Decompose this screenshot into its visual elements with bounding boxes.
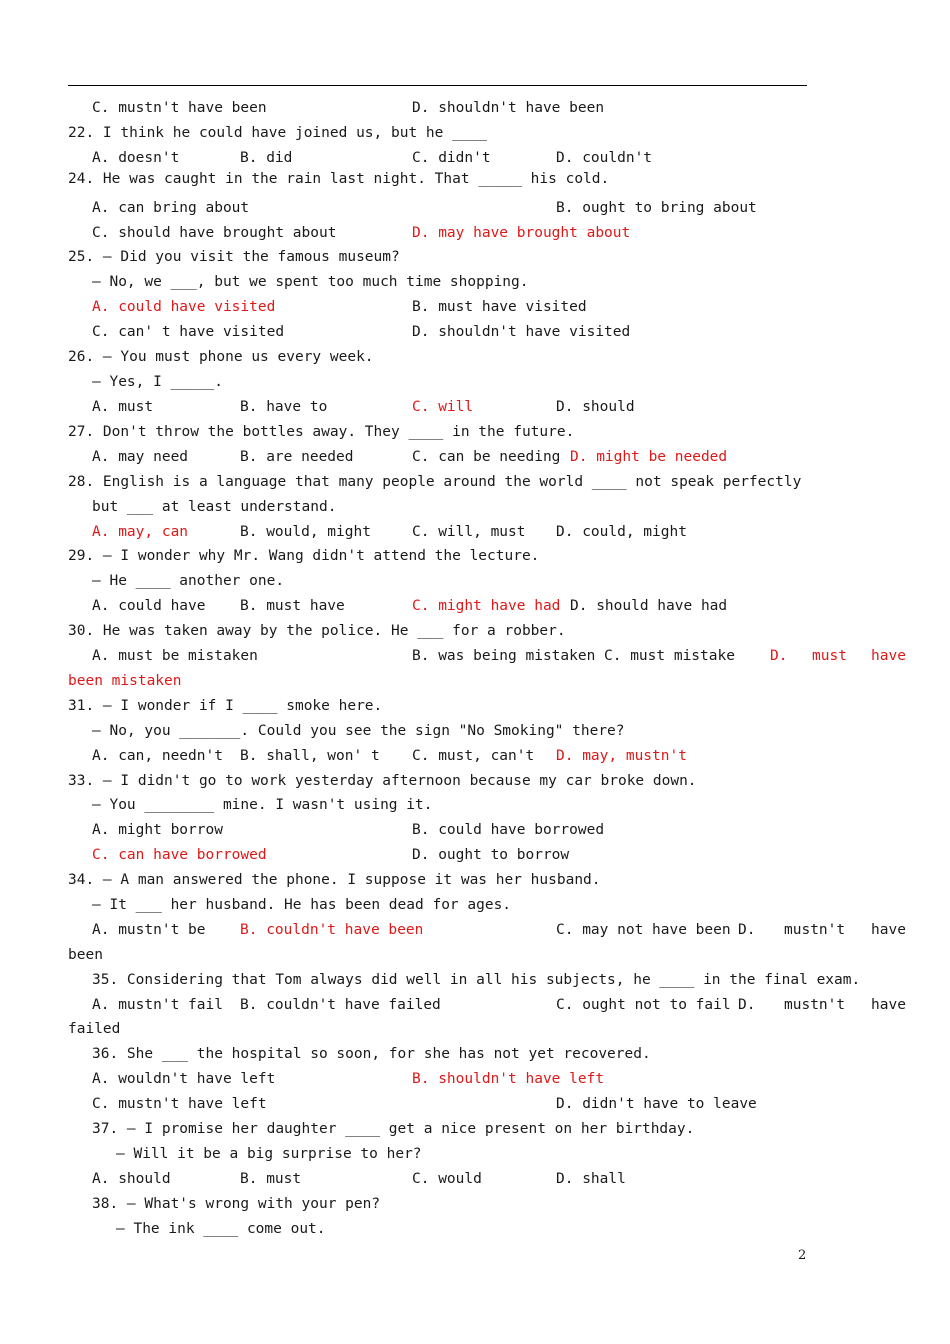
text-line (0, 1043, 950, 1065)
line-text: 22. I think he could have joined us, but he ____ (68, 125, 488, 141)
line-text: B. must have (240, 598, 345, 614)
text-line (0, 446, 950, 468)
line-text: — No, you _______. Could you see the sign "No Smoking" there? (92, 723, 625, 739)
text-line (0, 869, 950, 891)
line-text: been (68, 947, 103, 963)
line-text: C. can' t have visited (92, 324, 285, 340)
text-line (0, 246, 950, 268)
line-text: C. can be needing (412, 449, 561, 465)
line-text: 31. — I wonder if I ____ smoke here. (68, 698, 383, 714)
line-text: A. must (92, 399, 154, 415)
line-text: D. (738, 922, 756, 938)
page-number: 2 (798, 1248, 807, 1263)
line-text: — The ink ____ come out. (116, 1221, 326, 1237)
text-line (0, 745, 950, 767)
answer-text: C. will (412, 399, 474, 415)
text-line (0, 147, 950, 169)
text-line (0, 222, 950, 244)
text-line (0, 496, 950, 518)
text-line (0, 122, 950, 144)
line-text: 26. — You must phone us every week. (68, 349, 374, 365)
answer-text: D. may, mustn't (556, 748, 687, 764)
line-text: B. shall, won' t (240, 748, 380, 764)
text-line (0, 197, 950, 219)
line-text: — He ____ another one. (92, 573, 285, 589)
line-text: D. should have had (570, 598, 728, 614)
line-text: A. must be mistaken (92, 648, 258, 664)
text-line (0, 296, 950, 318)
answer-text: have (871, 648, 906, 664)
text-line (0, 1193, 950, 1215)
line-text: A. doesn't (92, 150, 180, 166)
text-line (0, 421, 950, 443)
answer-text: been mistaken (68, 673, 182, 689)
text-line (0, 321, 950, 343)
line-text: 25. — Did you visit the famous museum? (68, 249, 400, 265)
line-text: 24. He was caught in the rain last night. That _____ his cold. (68, 171, 610, 187)
line-text: have (871, 997, 906, 1013)
answer-text: D. might be needed (570, 449, 728, 465)
line-text: B. are needed (240, 449, 354, 465)
line-text: C. should have brought about (92, 225, 337, 241)
line-text: 30. He was taken away by the police. He ___ for a robber. (68, 623, 566, 639)
line-text: failed (68, 1021, 121, 1037)
text-line (0, 969, 950, 991)
line-text: A. should (92, 1171, 171, 1187)
line-text: A. could have (92, 598, 206, 614)
line-text: C. would (412, 1171, 482, 1187)
line-text: mustn't (784, 922, 846, 938)
answer-text: D. may have brought about (412, 225, 631, 241)
text-line (0, 620, 950, 642)
line-text: 27. Don't throw the bottles away. They ____ in the future. (68, 424, 575, 440)
text-line (0, 521, 950, 543)
answer-text: must (812, 648, 847, 664)
line-text: D. could, might (556, 524, 687, 540)
text-line (0, 1218, 950, 1240)
line-text: 28. English is a language that many people around the world ____ not speak perfectly (68, 474, 802, 490)
line-text: — You ________ mine. I wasn't using it. (92, 797, 433, 813)
text-line (0, 645, 950, 667)
answer-text: B. shouldn't have left (412, 1071, 605, 1087)
answer-text: B. couldn't have been (240, 922, 424, 938)
line-text: — Will it be a big surprise to her? (116, 1146, 422, 1162)
text-line (0, 168, 950, 190)
line-text: D. shall (556, 1171, 626, 1187)
line-text: B. couldn't have failed (240, 997, 441, 1013)
line-text: — Yes, I _____. (92, 374, 223, 390)
text-line (0, 770, 950, 792)
line-text: A. can, needn't (92, 748, 223, 764)
text-line (0, 545, 950, 567)
line-text: A. might borrow (92, 822, 223, 838)
line-text: 36. She ___ the hospital so soon, for she has not yet recovered. (92, 1046, 651, 1062)
text-line (0, 844, 950, 866)
answer-text: A. could have visited (92, 299, 276, 315)
line-text: 38. — What's wrong with your pen? (92, 1196, 381, 1212)
line-text: D. shouldn't have been (412, 100, 605, 116)
line-text: B. did (240, 150, 293, 166)
line-text: D. couldn't (556, 150, 653, 166)
line-text: C. mustn't have been (92, 100, 267, 116)
line-text: B. must have visited (412, 299, 587, 315)
line-text: have (871, 922, 906, 938)
line-text: C. ought not to fail (556, 997, 731, 1013)
line-text: C. didn't (412, 150, 491, 166)
text-line (0, 919, 950, 941)
line-text: C. must, can't (412, 748, 535, 764)
line-text: B. must (240, 1171, 302, 1187)
line-text: A. mustn't be (92, 922, 206, 938)
text-line (0, 720, 950, 742)
text-line (0, 695, 950, 717)
text-line (0, 1143, 950, 1165)
text-line (0, 271, 950, 293)
line-text: C. will, must (412, 524, 526, 540)
text-line (0, 1093, 950, 1115)
text-line (0, 97, 950, 119)
line-text: 34. — A man answered the phone. I suppose it was her husband. (68, 872, 601, 888)
line-text: B. would, might (240, 524, 371, 540)
text-line (0, 670, 950, 692)
line-text: D. should (556, 399, 635, 415)
answer-text: A. may, can (92, 524, 189, 540)
line-text: C. may not have been (556, 922, 731, 938)
text-line (0, 1168, 950, 1190)
line-text: A. may need (92, 449, 189, 465)
line-text: D. shouldn't have visited (412, 324, 631, 340)
line-text: A. wouldn't have left (92, 1071, 276, 1087)
text-line (0, 595, 950, 617)
text-line (0, 396, 950, 418)
line-text: D. ought to borrow (412, 847, 570, 863)
answer-text: D. (770, 648, 788, 664)
line-text: B. have to (240, 399, 328, 415)
text-line (0, 1018, 950, 1040)
line-text: C. must mistake (604, 648, 735, 664)
line-text: A. mustn't fail (92, 997, 223, 1013)
line-text: B. could have borrowed (412, 822, 605, 838)
line-text: — No, we ___, but we spent too much time shopping. (92, 274, 529, 290)
text-line (0, 819, 950, 841)
text-line (0, 1118, 950, 1140)
line-text: B. was being mistaken (412, 648, 596, 664)
text-line (0, 794, 950, 816)
line-text: 29. — I wonder why Mr. Wang didn't attend the lecture. (68, 548, 540, 564)
header-rule (68, 85, 807, 86)
line-text: D. didn't have to leave (556, 1096, 757, 1112)
text-line (0, 570, 950, 592)
line-text: 33. — I didn't go to work yesterday afternoon because my car broke down. (68, 773, 697, 789)
line-text: — It ___ her husband. He has been dead for ages. (92, 897, 512, 913)
text-line (0, 994, 950, 1016)
line-text: D. (738, 997, 756, 1013)
line-text: but ___ at least understand. (92, 499, 337, 515)
text-line (0, 471, 950, 493)
text-line (0, 894, 950, 916)
text-line (0, 1068, 950, 1090)
line-text: 37. — I promise her daughter ____ get a nice present on her birthday. (92, 1121, 695, 1137)
line-text: C. mustn't have left (92, 1096, 267, 1112)
answer-text: C. can have borrowed (92, 847, 267, 863)
text-line (0, 371, 950, 393)
line-text: A. can bring about (92, 200, 250, 216)
text-line (0, 346, 950, 368)
line-text: mustn't (784, 997, 846, 1013)
line-text: 35. Considering that Tom always did well in all his subjects, he ____ in the final exam. (92, 972, 861, 988)
text-line (0, 944, 950, 966)
line-text: B. ought to bring about (556, 200, 757, 216)
answer-text: C. might have had (412, 598, 561, 614)
